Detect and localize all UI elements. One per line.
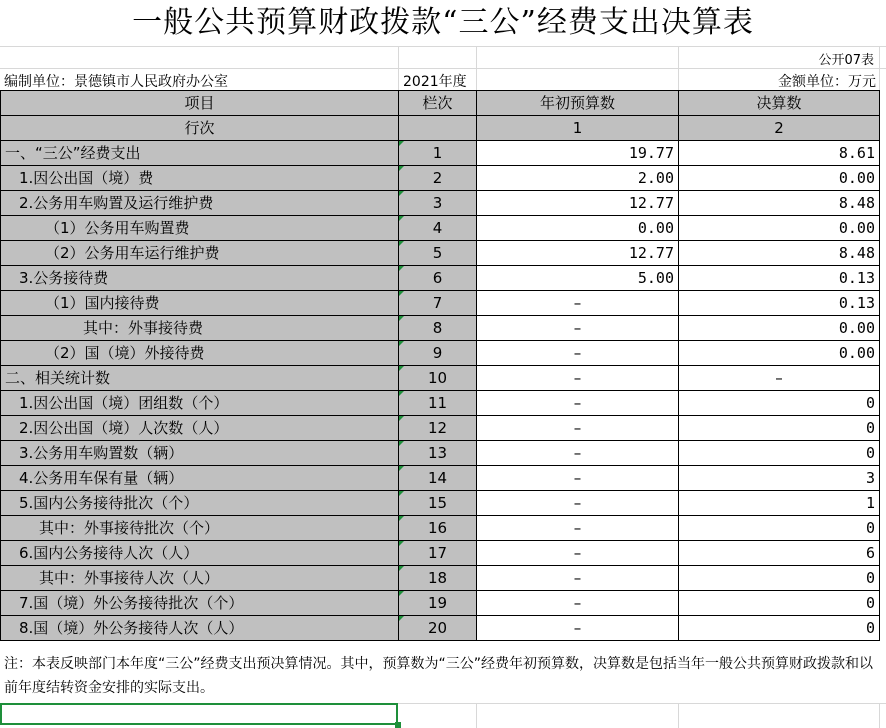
row-final[interactable]: 0: [679, 441, 880, 466]
row-item[interactable]: 其中：外事接待批次（个）: [1, 516, 399, 541]
table-row: [1, 316, 880, 341]
header-row: [1, 91, 880, 116]
year-label: 2021年度: [403, 74, 467, 90]
gridline: [0, 68, 886, 69]
page-title: 一般公共预算财政拨款“三公”经费支出决算表: [132, 5, 754, 40]
table-code: 公开07表: [818, 53, 874, 68]
table-row: [1, 466, 880, 491]
row-index[interactable]: 16: [399, 516, 477, 541]
row-item[interactable]: 其中：外事接待人次（人）: [1, 566, 399, 591]
row-budget[interactable]: 12.77: [477, 241, 679, 266]
gridline: [678, 703, 679, 728]
row-final[interactable]: 0: [679, 616, 880, 641]
row-item[interactable]: 一、“三公”经费支出: [1, 141, 399, 166]
row-budget[interactable]: –: [477, 416, 679, 441]
row-final[interactable]: –: [679, 366, 880, 391]
table-row: [1, 341, 880, 366]
footnote: 注：本表反映部门本年度“三公”经费支出预决算情况。其中，预算数为“三公”经费年初预算数，决算数是包括当年一般公共预算财政拨款和以前年度结转资金安排的实际支出。: [4, 656, 874, 696]
row-budget[interactable]: 2.00: [477, 166, 679, 191]
gridline: [678, 46, 679, 90]
row-budget[interactable]: –: [477, 491, 679, 516]
gridline: [476, 703, 477, 728]
row-budget[interactable]: –: [477, 341, 679, 366]
row-index[interactable]: 15: [399, 491, 477, 516]
row-item[interactable]: 其中：外事接待费: [1, 316, 399, 341]
row-final[interactable]: 0.13: [679, 291, 880, 316]
row-final[interactable]: 8.61: [679, 141, 880, 166]
table-row: [1, 516, 880, 541]
table-row: [1, 166, 880, 191]
row-budget[interactable]: –: [477, 616, 679, 641]
row-budget[interactable]: –: [477, 591, 679, 616]
row-item[interactable]: 5.国内公务接待批次（个）: [1, 491, 399, 516]
row-item[interactable]: 8.国（境）外公务接待人次（人）: [1, 616, 399, 641]
header-budget[interactable]: 年初预算数: [477, 91, 679, 116]
row-final[interactable]: 0.00: [679, 316, 880, 341]
table-row: [1, 416, 880, 441]
row-item[interactable]: 3.公务用车购置数（辆）: [1, 441, 399, 466]
amount-unit: 金额单位：万元: [778, 74, 876, 90]
row-item[interactable]: 6.国内公务接待人次（人）: [1, 541, 399, 566]
table-row: [1, 491, 880, 516]
row-final[interactable]: 8.48: [679, 241, 880, 266]
table-row: [1, 191, 880, 216]
table-row: [1, 566, 880, 591]
row-final[interactable]: 0: [679, 416, 880, 441]
header-col[interactable]: 栏次: [399, 91, 477, 116]
selected-cell[interactable]: [0, 703, 398, 725]
row-index[interactable]: 10: [399, 366, 477, 391]
row-index[interactable]: 17: [399, 541, 477, 566]
row-budget[interactable]: –: [477, 466, 679, 491]
row-final[interactable]: 0: [679, 516, 880, 541]
gridline: [879, 703, 880, 728]
row-final[interactable]: 0: [679, 391, 880, 416]
row-index[interactable]: 14: [399, 466, 477, 491]
header-final[interactable]: 决算数: [679, 91, 880, 116]
row-final[interactable]: 0: [679, 566, 880, 591]
table-row: [1, 441, 880, 466]
row-index[interactable]: 13: [399, 441, 477, 466]
row-budget[interactable]: –: [477, 516, 679, 541]
row-item[interactable]: 3.公务接待费: [1, 266, 399, 291]
table-row: [1, 141, 880, 166]
row-final[interactable]: 8.48: [679, 191, 880, 216]
row-item[interactable]: （1）国内接待费: [1, 291, 399, 316]
row-item[interactable]: 二、相关统计数: [1, 366, 399, 391]
row-item[interactable]: （1）公务用车购置费: [1, 216, 399, 241]
row-index[interactable]: 18: [399, 566, 477, 591]
row-budget[interactable]: –: [477, 541, 679, 566]
row-budget[interactable]: –: [477, 291, 679, 316]
row-final[interactable]: 6: [679, 541, 880, 566]
row-budget[interactable]: –: [477, 391, 679, 416]
table-row: [1, 266, 880, 291]
row-item[interactable]: （2）国（境）外接待费: [1, 341, 399, 366]
row-item[interactable]: 2.公务用车购置及运行维护费: [1, 191, 399, 216]
row-final[interactable]: 0.13: [679, 266, 880, 291]
table-row: [1, 291, 880, 316]
row-item[interactable]: 4.公务用车保有量（辆）: [1, 466, 399, 491]
row-budget[interactable]: 5.00: [477, 266, 679, 291]
row-index[interactable]: 3: [399, 191, 477, 216]
row-budget[interactable]: –: [477, 566, 679, 591]
row-index[interactable]: 11: [399, 391, 477, 416]
row-budget[interactable]: 0.00: [477, 216, 679, 241]
subheader-col[interactable]: [399, 116, 477, 141]
table-row: [1, 591, 880, 616]
row-budget[interactable]: –: [477, 441, 679, 466]
table-row: [1, 216, 880, 241]
table-row: [1, 391, 880, 416]
row-index[interactable]: 1: [399, 141, 477, 166]
row-index[interactable]: 19: [399, 591, 477, 616]
gridline: [879, 46, 880, 90]
row-item[interactable]: 2.因公出国（境）人次数（人）: [1, 416, 399, 441]
table-row: [1, 241, 880, 266]
row-final[interactable]: 0: [679, 591, 880, 616]
row-budget[interactable]: 19.77: [477, 141, 679, 166]
gridline: [0, 46, 886, 47]
row-index[interactable]: 12: [399, 416, 477, 441]
row-index[interactable]: 9: [399, 341, 477, 366]
row-index[interactable]: 7: [399, 291, 477, 316]
header-item[interactable]: 项目: [1, 91, 399, 116]
table-row: [1, 616, 880, 641]
row-item[interactable]: （2）公务用车运行维护费: [1, 241, 399, 266]
row-final[interactable]: 0.00: [679, 166, 880, 191]
row-final[interactable]: 1: [679, 491, 880, 516]
subheader-final[interactable]: 2: [679, 116, 880, 141]
row-index[interactable]: 8: [399, 316, 477, 341]
row-index[interactable]: 6: [399, 266, 477, 291]
row-index[interactable]: 4: [399, 216, 477, 241]
gridline: [476, 46, 477, 90]
expense-table: [0, 90, 880, 641]
row-index[interactable]: 5: [399, 241, 477, 266]
table-row: [1, 541, 880, 566]
subheader-budget[interactable]: 1: [477, 116, 679, 141]
row-item[interactable]: 1.因公出国（境）费: [1, 166, 399, 191]
fill-handle[interactable]: [395, 722, 401, 728]
subheader-row: [1, 116, 880, 141]
row-item[interactable]: 1.因公出国（境）团组数（个）: [1, 391, 399, 416]
row-budget[interactable]: –: [477, 316, 679, 341]
row-budget[interactable]: 12.77: [477, 191, 679, 216]
row-budget[interactable]: –: [477, 366, 679, 391]
subheader-item[interactable]: 行次: [1, 116, 399, 141]
table-row: [1, 366, 880, 391]
gridline: [398, 46, 399, 90]
row-final[interactable]: 0.00: [679, 341, 880, 366]
unit-label: 编制单位：景德镇市人民政府办公室: [4, 74, 228, 90]
row-index[interactable]: 2: [399, 166, 477, 191]
row-final[interactable]: 0.00: [679, 216, 880, 241]
row-index[interactable]: 20: [399, 616, 477, 641]
row-final[interactable]: 3: [679, 466, 880, 491]
row-item[interactable]: 7.国（境）外公务接待批次（个）: [1, 591, 399, 616]
